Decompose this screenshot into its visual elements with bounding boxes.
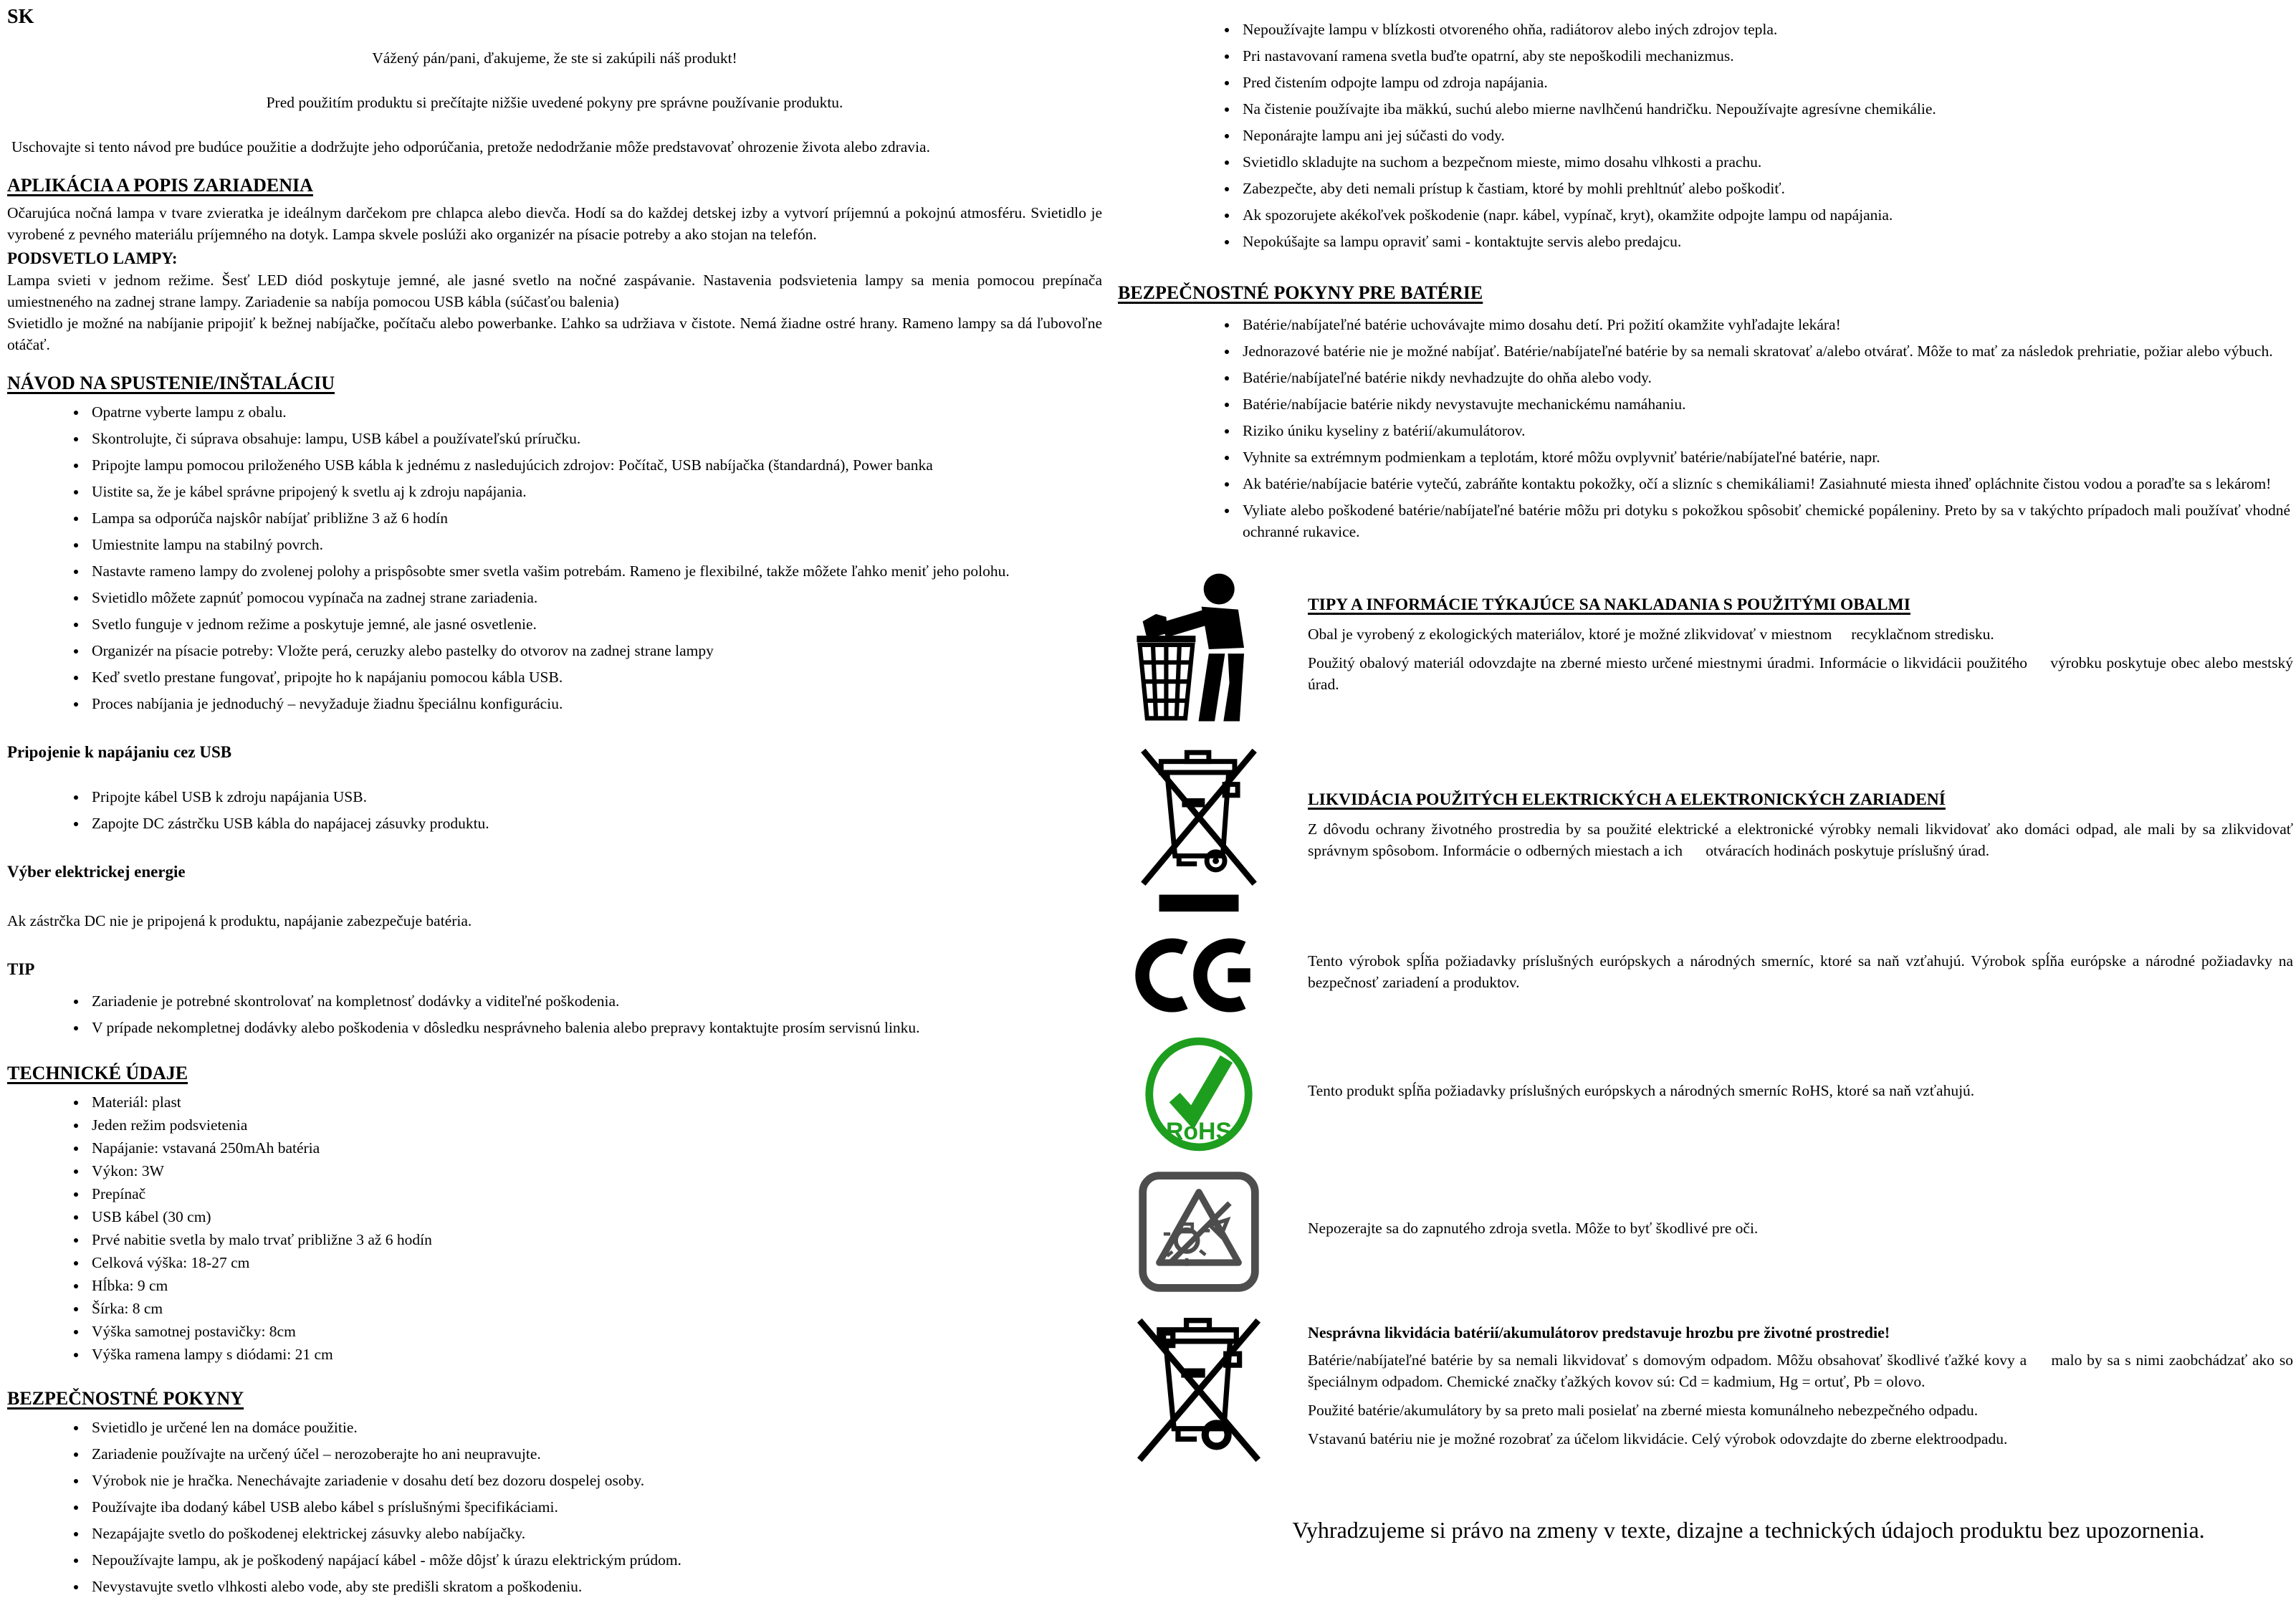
backlight-paragraph-1: Lampa svieti v jednom režime. Šesť LED diód poskytuje jemné, ale jasné svetlo na nočné zaspávanie. Nastavenia podsvietenia lampy sa menia pomocou prepínača umiestneného na zadnej strane lampy. Zariadenie sa nabíja pomocou USB kábla (súčasťou balenia) [7, 272, 1102, 310]
application-paragraph: Očarujúca nočná lampa v tvare zvieratka je ideálnym darčekom pre chlapca alebo dievča. Hodí sa do každej detskej izby a vytvorí príjemnú a pokojnú atmosféru. Svietidlo je vyrobené z pevného materiálu príjemného na dotyk. Lampa skvele poslúži ako organizér na písacie potreby a ako stojan na telefón. [7, 204, 1102, 243]
battery-disposal-paragraph-2: Použité batérie/akumulátory by sa preto mali posielať na zberné miesta komunálneho nebezpečného odpadu. [1308, 1402, 1979, 1419]
list-item: • Pred čistením odpojte lampu od zdroja napájania. [1238, 72, 2293, 93]
list-item: • Nastavte rameno lampy do zvolenej polohy a prispôsobte smer svetla vašim potrebám. Rameno je flexibilné, takže môžete ľahko meniť jeho polohu. [87, 560, 1102, 582]
list-item: • Uistite sa, že je kábel správne pripojený k svetlu aj k zdroju napájania. [87, 481, 1102, 502]
weee-bin-icon [1118, 745, 1279, 914]
list-item: • Keď svetlo prestane fungovať, pripojte ho k napájaniu pomocou kábla USB. [87, 666, 1102, 688]
tip-list [7, 990, 1102, 1038]
list-item: • Výkon: 3W [87, 1160, 1102, 1182]
list-item: • Prepínač [87, 1183, 1102, 1205]
list-item: • Svetlo funguje v jednom režime a poskytuje jemné, ale jasné osvetlenie. [87, 613, 1102, 635]
section-title-battery-safety: BEZPEČNOSTNÉ POKYNY PRE BATÉRIE [1118, 282, 1483, 303]
list-item: • Svietidlo môžete zapnúť pomocou vypínača na zadnej strane zariadenia. [87, 587, 1102, 608]
setup-list [7, 401, 1102, 714]
list-item: • Pri nastavovaní ramena svetla buďte opatrní, aby ste nepoškodili mechanizmus. [1238, 45, 2293, 67]
packaging-info-title: TIPY A INFORMÁCIE TÝKAJÚCE SA NAKLADANIA S POUŽITÝMI OBALMI [1308, 595, 1910, 614]
list-item: • Napájanie: vstavaná 250mAh batéria [87, 1137, 1102, 1159]
list-item: • Svietidlo skladujte na suchom a bezpečnom mieste, mimo dosahu vlhkosti a prachu. [1238, 151, 2293, 173]
eye-warning-row [1118, 1170, 2293, 1293]
language-code: SK [7, 6, 34, 28]
list-item: • Výrobok nie je hračka. Nenechávajte zariadenie v dosahu detí bez dozoru dospelej osoby. [87, 1470, 1102, 1491]
list-item: • Jeden režim podsvietenia [87, 1114, 1102, 1136]
packaging-info-row [1118, 571, 2293, 726]
rohs-text [1308, 1080, 2293, 1109]
list-item: • Nevystavujte svetlo vlhkosti alebo vode, aby ste predišli skratom a poškodeniu. [87, 1576, 1102, 1597]
battery-disposal-paragraph-1: Batérie/nabíjateľné batérie by sa nemali likvidovať s domovým odpadom. Môžu obsahovať škodlivé ťažké kovy a malo by sa s nimi zaobchádzať ako so špeciálnym odpadom. Chemické značky ťažkých kovov sú: Cd = kadmium, Hg = ortuť, Pb = olovo. [1308, 1351, 2293, 1390]
weee-row [1118, 745, 2293, 914]
list-item: • Nepoužívajte lampu, ak je poškodený napájací kábel - môže dôjsť k úrazu elektrickým prúdom. [87, 1549, 1102, 1571]
ce-paragraph: Tento výrobok spĺňa požiadavky príslušných európskych a národných smerníc, ktoré sa naň vzťahujú. Výrobok spĺňa európske a národné požiadavky na bezpečnosť zariadení a produktov. [1308, 952, 2293, 991]
list-item: • Proces nabíjania je jednoduchý – nevyžaduje žiadnu špeciálnu konfiguráciu. [87, 693, 1102, 714]
battery-safety-list [1118, 314, 2293, 542]
list-item: • Neponárajte lampu ani jej súčasti do vody. [1238, 125, 2293, 146]
list-item: • Zapojte DC zástrčku USB kábla do napájacej zásuvky produktu. [87, 813, 1102, 834]
packaging-paragraph-2: Použitý obalový materiál odovzdajte na zberné miesto určené miestnymi úradmi. Informácie o likvidácii použitého výrobku poskytuje obec alebo mestský úrad. [1308, 654, 2293, 693]
read-instructions-line: Pred použitím produktu si prečítajte nižšie uvedené pokyny pre správne používanie produktu. [266, 94, 843, 111]
list-item: • Organizér na písacie potreby: Vložte perá, ceruzky alebo pastelky do otvorov na zadnej strane lampy [87, 640, 1102, 661]
list-item: • Zariadenie používajte na určený účel – nerozoberajte ho ani neupravujte. [87, 1443, 1102, 1465]
list-item: • Zariadenie je potrebné skontrolovať na kompletnosť dodávky a viditeľné poškodenia. [87, 990, 1102, 1012]
subsection-title-usb: Pripojenie k napájaniu cez USB [7, 743, 232, 761]
section-title-setup: NÁVOD NA SPUSTENIE/INŠTALÁCIU [7, 373, 335, 393]
svg-text:RoHS: RoHS [1165, 1118, 1232, 1146]
ce-mark-icon [1118, 932, 1279, 1018]
list-item: • Prvé nabitie svetla by malo trvať približne 3 až 6 hodín [87, 1229, 1102, 1250]
section-title-safety: BEZPEČNOSTNÉ POKYNY [7, 1388, 244, 1409]
battery-disposal-paragraph-3: Vstavanú batériu nie je možné rozobrať za účelom likvidácie. Celý výrobok odovzdajte do zberne elektroodpadu. [1308, 1430, 2008, 1447]
left-column [7, 6, 1102, 1607]
list-item: • Opatrne vyberte lampu z obalu. [87, 401, 1102, 423]
greeting-line: Vážený pán/pani, ďakujeme, že ste si zakúpili náš produkt! [372, 49, 737, 67]
rohs-paragraph: Tento produkt spĺňa požiadavky príslušných európskych a národných smerníc RoHS, ktoré sa naň vzťahujú. [1308, 1082, 1975, 1099]
section-title-application: APLIKÁCIA A POPIS ZARIADENIA [7, 175, 313, 196]
battery-disposal-row [1118, 1312, 2293, 1468]
list-item: • Zabezpečte, aby deti nemali prístup k častiam, ktoré by mohli prehltnúť alebo poškodiť. [1238, 178, 2293, 199]
list-item: • Lampa sa odporúča najskôr nabíjať približne 3 až 6 hodín [87, 507, 1102, 529]
section-title-technical: TECHNICKÉ ÚDAJE [7, 1063, 188, 1083]
list-item: • Ak spozorujete akékoľvek poškodenie (napr. kábel, vypínač, kryt), okamžite odpojte lampu od napájania. [1238, 204, 2293, 226]
usb-list [7, 786, 1102, 834]
rohs-row [1118, 1037, 2293, 1152]
list-item: • Ak batérie/nabíjacie batérie vytečú, zabráňte kontaktu pokožky, očí a slizníc s chemikáliami! Zasiahnuté miesta ihneď opláchnite čistou vodou a poraďte sa s lekárom! [1238, 473, 2293, 494]
battery-disposal-text [1308, 1324, 2293, 1457]
backlight-paragraph-2: Svietidlo je možné na nabíjanie pripojiť k bežnej nabíjačke, počítaču alebo powerbanke. Ľahko sa udržiava v čistote. Nemá žiadne ostré hrany. Rameno lampy sa dá ľubovoľne otáčať. [7, 315, 1102, 353]
list-item: • Svietidlo je určené len na domáce použitie. [87, 1417, 1102, 1438]
list-item: • Nezapájajte svetlo do poškodenej elektrickej zásuvky alebo nabíjačky. [87, 1523, 1102, 1544]
list-item: • Pripojte kábel USB k zdroju napájania USB. [87, 786, 1102, 808]
list-item: • Nepoužívajte lampu v blízkosti otvoreného ohňa, radiátorov alebo iných zdrojov tepla. [1238, 19, 2293, 40]
list-item: • V prípade nekompletnej dodávky alebo poškodenia v dôsledku nesprávneho balenia alebo prepravy kontaktujte prosím servisnú linku. [87, 1017, 1102, 1038]
power-paragraph: Ak zástrčka DC nie je pripojená k produktu, napájanie zabezpečuje batéria. [7, 912, 472, 929]
list-item: • Vyliate alebo poškodené batérie/nabíjateľné batérie môžu pri dotyku s pokožkou spôsobiť chemické popáleniny. Preto by sa v takýchto prípadoch mali používať vhodné ochranné rukavice. [1238, 499, 2293, 542]
weee-title: LIKVIDÁCIA POUŽITÝCH ELEKTRICKÝCH A ELEKTRONICKÝCH ZARIADENÍ [1308, 790, 1946, 809]
safety-list-continued [1118, 19, 2293, 252]
list-item: • Jednorazové batérie nie je možné nabíjať. Batérie/nabíjateľné batérie by sa nemali skratovať a/alebo otvárať. Môže to mať za následok prehriatie, požiar alebo výbuch. [1238, 340, 2293, 362]
weee-paragraph: Z dôvodu ochrany životného prostredia by sa použité elektrické a elektronické výrobky nemali likvidovať ako domáci odpad, ale mali by sa zlikvidovať správnym spôsobom. Informácie o odberných miestach a ich otváracích hodinách poskytuje príslušný úrad. [1308, 820, 2293, 859]
ce-row [1118, 932, 2293, 1018]
rohs-icon [1118, 1037, 1279, 1152]
battery-disposal-title: Nesprávna likvidácia batérií/akumulátorov predstavuje hrozbu pre životné prostredie! [1308, 1324, 1890, 1341]
list-item: • Umiestnite lampu na stabilný povrch. [87, 534, 1102, 555]
battery-bin-icon [1118, 1312, 1279, 1468]
list-item: • Nepokúšajte sa lampu opraviť sami - kontaktujte servis alebo predajcu. [1238, 231, 2293, 252]
packaging-paragraph-1: Obal je vyrobený z ekologických materiálov, ktoré je možné zlikvidovať v miestnom recyklačnom stredisku. [1308, 625, 1994, 643]
list-item: • Výška samotnej postavičky: 8cm [87, 1321, 1102, 1342]
list-item: • Pripojte lampu pomocou priloženého USB kábla k jednému z nasledujúcich zdrojov: Počítač, USB nabíjačka (štandardná), Power banka [87, 454, 1102, 476]
subsection-title-backlight: PODSVETLO LAMPY: [7, 249, 178, 267]
eye-warning-text [1308, 1217, 2293, 1246]
list-item: • Skontrolujte, či súprava obsahuje: lampu, USB kábel a používateľskú príručku. [87, 428, 1102, 449]
weee-text [1308, 790, 2293, 868]
ce-text [1308, 950, 2293, 1000]
list-item: • USB kábel (30 cm) [87, 1206, 1102, 1227]
list-item: • Batérie/nabíjacie batérie nikdy nevystavujte mechanickému namáhaniu. [1238, 393, 2293, 415]
list-item: • Na čistenie používajte iba mäkkú, suchú alebo mierne navlhčenú handričku. Nepoužívajte agresívne chemikálie. [1238, 98, 2293, 120]
eye-warning-paragraph: Nepozerajte sa do zapnutého zdroja svetla. Môže to byť škodlivé pre oči. [1308, 1220, 1759, 1237]
list-item: • Riziko úniku kyseliny z batérií/akumulátorov. [1238, 420, 2293, 441]
keep-manual-note: Uschovajte si tento návod pre budúce použitie a dodržujte jeho odporúčania, pretože nedodržanie môže predstavovať ohrozenie života alebo zdravia. [11, 138, 930, 155]
packaging-info-text [1308, 595, 2293, 702]
list-item: • Materiál: plast [87, 1091, 1102, 1113]
list-item: • Vyhnite sa extrémnym podmienkam a teplotám, ktoré môžu ovplyvniť batérie/nabíjateľné batérie, napr. [1238, 446, 2293, 468]
list-item: • Používajte iba dodaný kábel USB alebo kábel s príslušnými špecifikáciami. [87, 1496, 1102, 1518]
subsection-title-power: Výber elektrickej energie [7, 863, 186, 881]
list-item: • Batérie/nabíjateľné batérie nikdy nevhadzujte do ohňa alebo vody. [1238, 367, 2293, 388]
list-item: • Hĺbka: 9 cm [87, 1275, 1102, 1296]
list-item: • Šírka: 8 cm [87, 1298, 1102, 1319]
list-item: • Batérie/nabíjateľné batérie uchovávajte mimo dosahu detí. Pri požití okamžite vyhľadajte lekára! [1238, 314, 2293, 335]
tidy-man-icon [1118, 571, 1279, 726]
list-item: • Výška ramena lampy s diódami: 21 cm [87, 1344, 1102, 1365]
safety-list [7, 1417, 1102, 1597]
technical-list [7, 1091, 1102, 1365]
right-column [1118, 6, 2293, 1544]
eye-warning-icon [1118, 1170, 1279, 1293]
change-rights-note: Vyhradzujeme si právo na zmeny v texte, dizajne a technických údajoch produktu bez upozornenia. [1292, 1517, 2205, 1543]
list-item: • Celková výška: 18-27 cm [87, 1252, 1102, 1273]
subsection-title-tip: TIP [7, 960, 35, 978]
